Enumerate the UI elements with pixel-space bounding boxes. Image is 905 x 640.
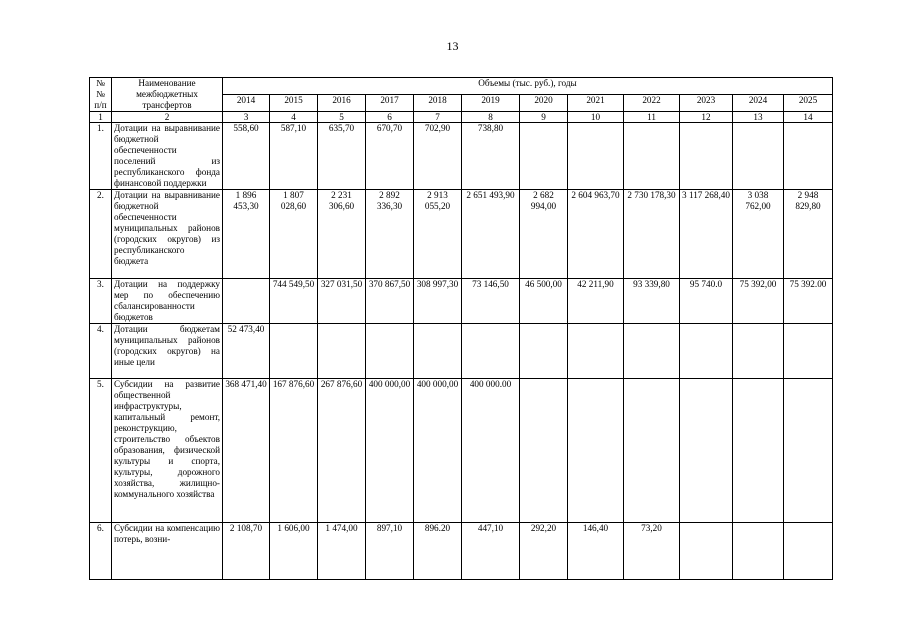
year-header: 2019 — [462, 95, 520, 112]
value-cell: 2 730 178,30 — [624, 190, 680, 279]
value-cell: 702,90 — [414, 123, 462, 190]
table-row — [90, 123, 833, 190]
table-row — [90, 324, 833, 379]
value-cell: 400 000,00 — [366, 379, 414, 523]
value-cell: 267 876,60 — [318, 379, 366, 523]
value-cell: 93 339,80 — [624, 279, 680, 324]
value-cell — [462, 324, 520, 379]
value-cell — [568, 379, 624, 523]
value-cell — [784, 123, 833, 190]
year-header: 2021 — [568, 95, 624, 112]
transfer-name: Дотации на выравнивание бюджетной обеспеченности поселений из республиканского фонда финансовой поддержки — [112, 123, 223, 190]
year-header: 2025 — [784, 95, 833, 112]
value-cell: 95 740.0 — [680, 279, 733, 324]
value-cell: 52 473,40 — [223, 324, 270, 379]
transfer-name: Дотации на выравнивание бюджетной обеспеченности муниципальных районов (городских округов) из республиканского бюджета — [112, 190, 223, 279]
value-cell: 635,70 — [318, 123, 366, 190]
value-cell: 738,80 — [462, 123, 520, 190]
value-cell: 2 682 994,00 — [520, 190, 568, 279]
value-cell: 75 392.00 — [784, 279, 833, 324]
column-index: 11 — [624, 112, 680, 123]
transfer-name: Дотации бюджетам муниципальных районов (городских округов) на иные цели — [112, 324, 223, 379]
table-row — [90, 523, 833, 580]
column-index: 1 — [90, 112, 112, 123]
value-cell — [680, 379, 733, 523]
value-cell: 897,10 — [366, 523, 414, 580]
value-cell — [568, 324, 624, 379]
row-number: 6. — [90, 523, 112, 580]
row-number: 2. — [90, 190, 112, 279]
value-cell — [784, 523, 833, 580]
value-cell — [520, 123, 568, 190]
column-index: 14 — [784, 112, 833, 123]
value-cell: 2 651 493,90 — [462, 190, 520, 279]
value-cell: 3 038 762,00 — [733, 190, 784, 279]
value-cell: 1 807 028,60 — [270, 190, 318, 279]
header-row-group — [90, 78, 833, 95]
value-cell: 292,20 — [520, 523, 568, 580]
column-index-row — [90, 112, 833, 123]
value-cell: 744 549,50 — [270, 279, 318, 324]
transfer-name: Субсидии на развитие общественной инфраструктуры, капитальный ремонт, реконструкцию, строительство объектов образования, физической культуры и спорта, культуры, дорожного хозяйства, жилищно-коммунального хозяйства — [112, 379, 223, 523]
row-number: 3. — [90, 279, 112, 324]
column-index: 3 — [223, 112, 270, 123]
year-header: 2015 — [270, 95, 318, 112]
value-cell — [624, 324, 680, 379]
value-cell — [624, 379, 680, 523]
table-row — [90, 279, 833, 324]
year-header: 2024 — [733, 95, 784, 112]
value-cell: 2 604 963,70 — [568, 190, 624, 279]
row-number: 5. — [90, 379, 112, 523]
value-cell — [784, 379, 833, 523]
value-cell: 587,10 — [270, 123, 318, 190]
transfer-name: Дотации на поддержку мер по обеспечению сбалансированности бюджетов — [112, 279, 223, 324]
value-cell: 2 892 336,30 — [366, 190, 414, 279]
column-header-name: Наименование межбюджетных трансфертов — [112, 78, 223, 112]
value-cell: 1 606,00 — [270, 523, 318, 580]
table-row — [90, 190, 833, 279]
column-index: 4 — [270, 112, 318, 123]
column-index: 10 — [568, 112, 624, 123]
value-cell: 400 000,00 — [414, 379, 462, 523]
value-cell: 75 392,00 — [733, 279, 784, 324]
value-cell: 327 031,50 — [318, 279, 366, 324]
value-cell: 146,40 — [568, 523, 624, 580]
value-cell — [318, 324, 366, 379]
value-cell: 46 500,00 — [520, 279, 568, 324]
column-index: 8 — [462, 112, 520, 123]
value-cell: 896.20 — [414, 523, 462, 580]
value-cell: 73 146,50 — [462, 279, 520, 324]
value-cell — [270, 324, 318, 379]
value-cell: 368 471,40 — [223, 379, 270, 523]
value-cell — [733, 123, 784, 190]
column-index: 13 — [733, 112, 784, 123]
value-cell: 308 997,30 — [414, 279, 462, 324]
transfers-table — [89, 77, 833, 580]
column-header-number: №№ п/п — [90, 78, 112, 112]
row-number: 4. — [90, 324, 112, 379]
value-cell: 167 876,60 — [270, 379, 318, 523]
value-cell: 400 000.00 — [462, 379, 520, 523]
column-index: 9 — [520, 112, 568, 123]
row-number: 1. — [90, 123, 112, 190]
value-cell — [568, 123, 624, 190]
column-index: 12 — [680, 112, 733, 123]
value-cell — [680, 523, 733, 580]
table-row — [90, 379, 833, 523]
value-cell — [223, 279, 270, 324]
year-header: 2017 — [366, 95, 414, 112]
value-cell: 3 117 268,40 — [680, 190, 733, 279]
value-cell — [733, 523, 784, 580]
value-cell — [624, 123, 680, 190]
column-index: 2 — [112, 112, 223, 123]
year-header: 2018 — [414, 95, 462, 112]
value-cell: 558,60 — [223, 123, 270, 190]
value-cell — [680, 123, 733, 190]
value-cell — [733, 379, 784, 523]
value-cell: 1 474,00 — [318, 523, 366, 580]
value-cell: 2 108,70 — [223, 523, 270, 580]
value-cell — [520, 379, 568, 523]
value-cell — [366, 324, 414, 379]
year-header: 2014 — [223, 95, 270, 112]
transfer-name: Субсидии на компенсацию потерь, возни- — [112, 523, 223, 580]
value-cell: 670,70 — [366, 123, 414, 190]
value-cell — [733, 324, 784, 379]
value-cell — [784, 324, 833, 379]
value-cell: 1 896 453,30 — [223, 190, 270, 279]
value-cell: 370 867,50 — [366, 279, 414, 324]
page-number: 13 — [446, 39, 459, 53]
year-header: 2023 — [680, 95, 733, 112]
column-index: 6 — [366, 112, 414, 123]
value-cell: 2 948 829,80 — [784, 190, 833, 279]
year-header: 2022 — [624, 95, 680, 112]
value-cell: 2 231 306,60 — [318, 190, 366, 279]
column-header-volumes: Объемы (тыс. руб.), годы — [223, 78, 833, 95]
column-index: 5 — [318, 112, 366, 123]
value-cell: 73,20 — [624, 523, 680, 580]
year-header: 2016 — [318, 95, 366, 112]
value-cell: 447,10 — [462, 523, 520, 580]
value-cell — [414, 324, 462, 379]
value-cell: 42 211,90 — [568, 279, 624, 324]
year-header: 2020 — [520, 95, 568, 112]
column-index: 7 — [414, 112, 462, 123]
value-cell — [680, 324, 733, 379]
value-cell: 2 913 055,20 — [414, 190, 462, 279]
value-cell — [520, 324, 568, 379]
